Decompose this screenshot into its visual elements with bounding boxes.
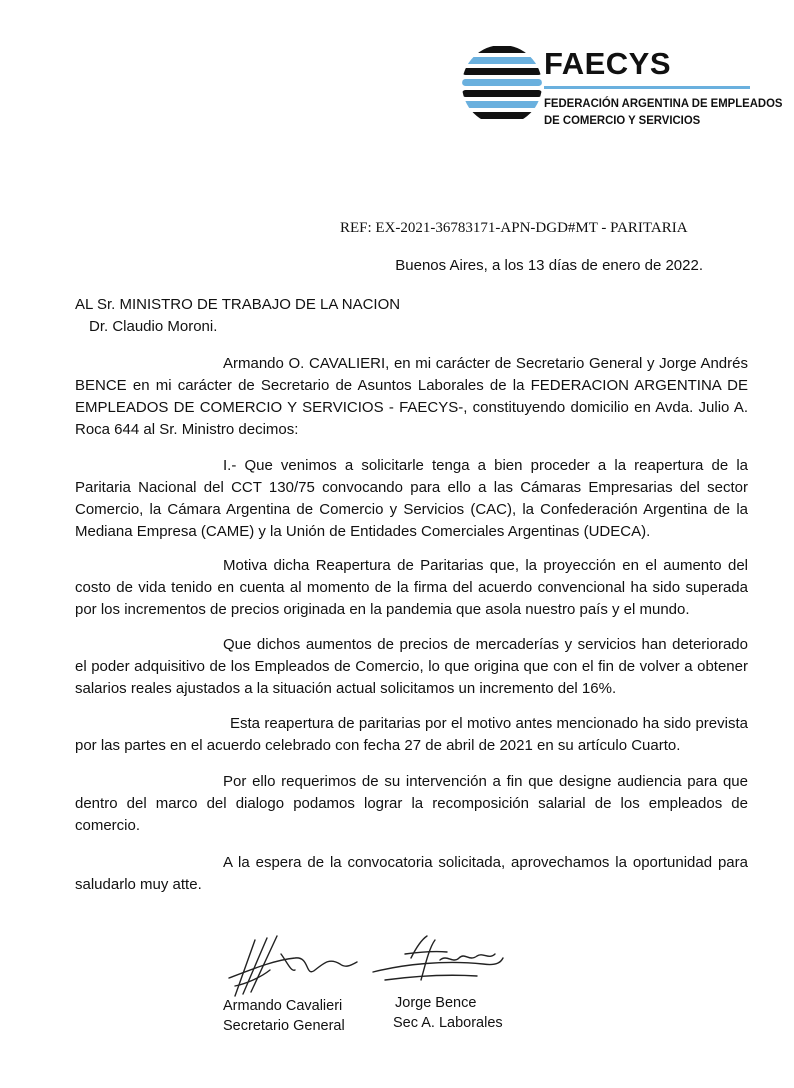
signature-scribbles — [215, 918, 535, 1008]
brand-subtitle-line2: DE COMERCIO Y SERVICIOS — [544, 113, 701, 127]
signature-name-1: Armando Cavalieri — [223, 998, 343, 1014]
body-paragraph-7: A la espera de la convocatoria solicitada, aprovechamos la oportunidad para saludarlo muy atte. — [75, 854, 748, 893]
brand-subtitle — [544, 95, 782, 129]
signature-block — [215, 918, 535, 1038]
body-paragraph-5: Esta reapertura de paritarias por el motivo antes mencionado ha sido prevista por las partes en el acuerdo celebrado con fecha 27 de abril de 2021 en su artículo Cuarto. — [75, 715, 748, 754]
body-paragraph-3: Motiva dicha Reapertura de Paritarias que, la proyección en el aumento del costo de vida tenido en cuenta al momento de la firma del acuerdo convencional ha sido superada por los incrementos de precios originada en la pandemia que asola nuestro país y el mundo. — [75, 557, 748, 618]
faecys-logo — [462, 40, 783, 132]
body-paragraph-4: Que dichos aumentos de precios de mercaderías y servicios han deteriorado el poder adquisitivo de los Empleados de Comercio, lo que origina que con el fin de volver a obtener salarios reales ajustados a la situación actual solicitamos un incremento del 16%. — [75, 636, 748, 697]
addressee-title: AL Sr. MINISTRO DE TRABAJO DE LA NACION — [75, 296, 401, 313]
body-paragraph-6: Por ello requerimos de su intervención a fin que designe audiencia para que dentro del marco del dialogo podamos lograr la recomposición salarial de los empleados de comercio. — [75, 773, 748, 834]
brand-subtitle-line1: FEDERACIÓN ARGENTINA DE EMPLEADOS — [544, 96, 783, 110]
addressee-name: Dr. Claudio Moroni. — [89, 318, 218, 335]
addressee — [75, 294, 400, 338]
faecys-logo-icon — [462, 42, 542, 128]
signature-role-1: Secretario General — [223, 1018, 345, 1034]
brand-underline — [544, 86, 750, 89]
date-line: Buenos Aires, a los 13 días de enero de 2022. — [395, 257, 703, 274]
brand-name: FAECYS — [544, 46, 672, 81]
reference-line: REF: EX-2021-36783171-APN-DGD#MT - PARITARIA — [340, 220, 688, 236]
signature-name-2: Jorge Bence — [395, 995, 477, 1011]
body-paragraph-2: I.- Que venimos a solicitarle tenga a bien proceder a la reapertura de la Paritaria Nacional del CCT 130/75 convocando para ello a las Cámaras Empresarias del sector Comercio, la Cámara Argentina de Comercio y Servicios (CAC), la Confederación Argentina de la Mediana Empresa (CAME) y la Unión de Entidades Comerciales Argentinas (UDECA). — [75, 457, 748, 540]
signature-role-2: Sec A. Laborales — [393, 1015, 503, 1031]
body-paragraph-1: Armando O. CAVALIERI, en mi carácter de Secretario General y Jorge Andrés BENCE en mi carácter de Secretario de Asuntos Laborales de la FEDERACION ARGENTINA DE EMPLEADOS DE COMERCIO Y SERVICIOS - FAECYS-, constituyendo domicilio en Avda. Julio A. Roca 644 al Sr. Ministro decimos: — [75, 355, 748, 438]
